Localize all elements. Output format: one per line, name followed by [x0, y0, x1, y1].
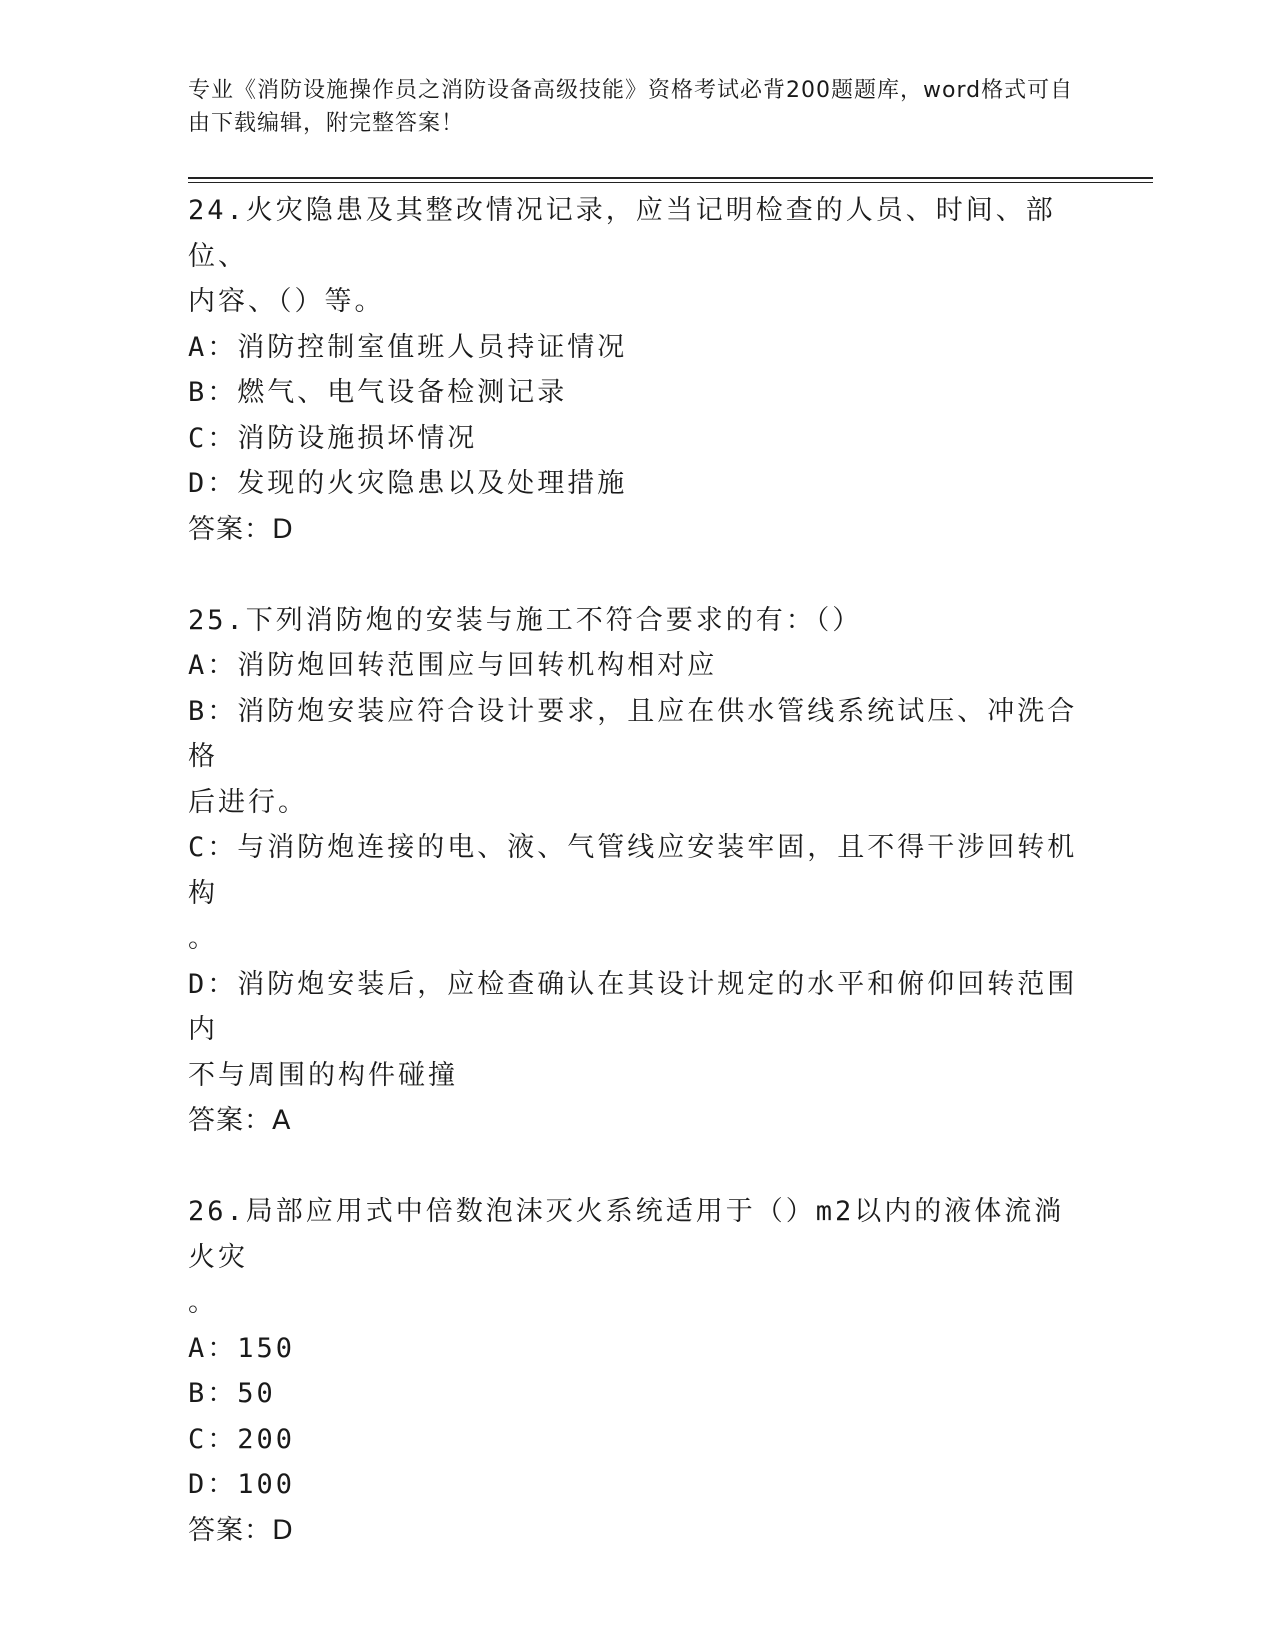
option-b: B：燃气、电气设备检测记录 [188, 377, 568, 408]
header-divider-thick [188, 177, 1153, 179]
document-header: 专业《消防设施操作员之消防设备高级技能》资格考试必背200题题库，word格式可自由下载编辑，附完整答案！ [188, 78, 1074, 136]
option-c-continued: 。 [188, 923, 218, 954]
option-a: A：消防控制室值班人员持证情况 [188, 331, 628, 363]
option-d: D：消防炮安装后，应检查确认在其设计规定的水平和俯仰回转范围内 [188, 968, 1078, 1045]
option-b: B：50 [188, 1378, 276, 1409]
answer-line: 答案：D [188, 513, 294, 545]
question-24 [188, 188, 1088, 552]
question-25 [188, 598, 1088, 1144]
option-d: D：100 [188, 1469, 296, 1500]
answer-line: 答案：A [188, 1105, 292, 1136]
question-stem: 。 [188, 1287, 218, 1318]
question-26 [188, 1189, 1088, 1553]
option-c: C：消防设施损坏情况 [188, 422, 478, 454]
question-stem: 内容、（）等。 [188, 286, 385, 317]
question-stem: 25.下列消防炮的安装与施工不符合要求的有：（） [188, 604, 863, 636]
option-b-continued: 后进行。 [188, 786, 308, 818]
answer-line: 答案：D [188, 1514, 294, 1546]
option-c: C：200 [188, 1423, 296, 1455]
question-stem: 26.局部应用式中倍数泡沫灭火系统适用于（）m2以内的液体流淌火灾 [188, 1196, 1065, 1273]
option-b: B：消防炮安装应符合设计要求，且应在供水管线系统试压、冲洗合格 [188, 695, 1078, 772]
option-d: D：发现的火灾隐患以及处理措施 [188, 468, 628, 499]
header-divider-thin [188, 182, 1153, 183]
question-stem: 24.火灾隐患及其整改情况记录，应当记明检查的人员、时间、部位、 [188, 195, 1056, 272]
option-d-continued: 不与周围的构件碰撞 [188, 1059, 458, 1091]
question-list [188, 188, 1088, 1599]
option-c: C：与消防炮连接的电、液、气管线应安装牢固，且不得干涉回转机构 [188, 832, 1078, 909]
option-a: A：消防炮回转范围应与回转机构相对应 [188, 650, 718, 681]
option-a: A：150 [188, 1332, 296, 1364]
